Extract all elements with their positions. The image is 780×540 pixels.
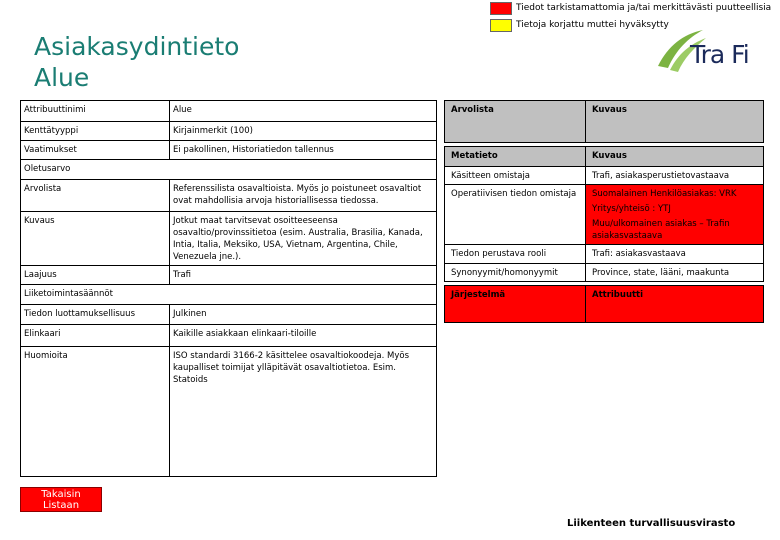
row-label: Vaatimukset bbox=[21, 141, 170, 160]
arvolista-header: Arvolista bbox=[445, 101, 586, 143]
table-row bbox=[21, 266, 437, 285]
page-title: Asiakasydintieto bbox=[34, 32, 240, 61]
table-row bbox=[445, 264, 764, 282]
metadata-table bbox=[444, 100, 764, 323]
footer-agency-name: Liikenteen turvallisuusvirasto bbox=[567, 518, 736, 529]
row-label: Käsitteen omistaja bbox=[445, 167, 586, 185]
row-label: Arvolista bbox=[21, 180, 170, 212]
row-label: Attribuuttinimi bbox=[21, 101, 170, 122]
arvolista-description-header: Kuvaus bbox=[586, 101, 764, 143]
owner-line-1: Suomalainen Henkilöasiakas: VRK bbox=[592, 189, 737, 199]
attribute-table bbox=[20, 100, 437, 477]
row-label: Laajuus bbox=[21, 266, 170, 285]
row-value: Trafi, asiakasperustietovastaava bbox=[586, 167, 764, 185]
table-row bbox=[445, 185, 764, 245]
owner-line-3: Muu/ulkomainen asiakas – Trafin asiakasvastaava bbox=[592, 219, 730, 241]
row-value-flagged bbox=[586, 185, 764, 245]
metatieto-header: Metatieto bbox=[445, 147, 586, 167]
table-row bbox=[445, 245, 764, 264]
page-subtitle: Alue bbox=[34, 63, 90, 92]
table-row bbox=[21, 325, 437, 347]
back-to-list-button[interactable] bbox=[20, 487, 102, 512]
row-label: Oletusarvo bbox=[21, 160, 437, 180]
table-row bbox=[21, 347, 437, 477]
table-row bbox=[21, 160, 437, 180]
table-row bbox=[21, 101, 437, 122]
row-label: Kenttätyyppi bbox=[21, 122, 170, 141]
row-value: ISO standardi 3166-2 käsittelee osavaltiokoodeja. Myös kaupalliset toimijat ylläpitävät osavaltiotietoa. Esim. Statoids bbox=[170, 347, 437, 477]
metatieto-description-header: Kuvaus bbox=[586, 147, 764, 167]
metatieto-header-row bbox=[445, 147, 764, 167]
row-value: Trafi: asiakasvastaava bbox=[586, 245, 764, 264]
row-label: Tiedon luottamuksellisuus bbox=[21, 305, 170, 325]
table-row bbox=[21, 305, 437, 325]
row-label: Synonyymit/homonyymit bbox=[445, 264, 586, 282]
owner-line-2: Yritys/yhteisö : YTJ bbox=[592, 204, 671, 214]
row-label: Liiketoimintasäännöt bbox=[21, 285, 437, 305]
table-row bbox=[21, 141, 437, 160]
legend-label-unverified: Tiedot tarkistamattomia ja/tai merkittävästi puutteellisia bbox=[516, 3, 772, 13]
legend-swatch-red bbox=[490, 2, 512, 15]
row-value: Kirjainmerkit (100) bbox=[170, 122, 437, 141]
legend-swatch-yellow bbox=[490, 19, 512, 32]
back-button-line-2: Listaan bbox=[42, 500, 80, 511]
row-value: Jotkut maat tarvitsevat osoitteeseensa osavaltio/provinssitietoa (esim. Australia, Brasilia, Kanada, Intia, Italia, Meksiko, USA, Vietnam, Argentina, Chile, Venezuela jne.). bbox=[170, 212, 437, 266]
row-value: Province, state, lääni, maakunta bbox=[586, 264, 764, 282]
row-value: Ei pakollinen, Historiatiedon tallennus bbox=[170, 141, 437, 160]
attribute-header: Attribuutti bbox=[586, 286, 764, 323]
table-row bbox=[445, 167, 764, 185]
row-label: Kuvaus bbox=[21, 212, 170, 266]
row-label: Huomioita bbox=[21, 347, 170, 477]
arvolista-header-row bbox=[445, 101, 764, 143]
row-value: Julkinen bbox=[170, 305, 437, 325]
system-row bbox=[445, 286, 764, 323]
row-label: Tiedon perustava rooli bbox=[445, 245, 586, 264]
table-row bbox=[21, 212, 437, 266]
row-value: Trafi bbox=[170, 266, 437, 285]
row-value: Referenssilista osavaltioista. Myös jo poistuneet osavaltiot ovat mahdollisia arvoja historiallisessa tiedossa. bbox=[170, 180, 437, 212]
table-row bbox=[21, 180, 437, 212]
table-row bbox=[21, 122, 437, 141]
legend-label-corrected: Tietoja korjattu muttei hyväksytty bbox=[516, 20, 669, 30]
trafi-logo-text: Tra Fi bbox=[690, 40, 749, 69]
row-value: Kaikille asiakkaan elinkaari-tiloille bbox=[170, 325, 437, 347]
system-header: Järjestelmä bbox=[445, 286, 586, 323]
back-button-line-1: Takaisin bbox=[41, 489, 81, 500]
row-label: Operatiivisen tiedon omistaja bbox=[445, 185, 586, 245]
table-row bbox=[21, 285, 437, 305]
row-value: Alue bbox=[170, 101, 437, 122]
row-label: Elinkaari bbox=[21, 325, 170, 347]
